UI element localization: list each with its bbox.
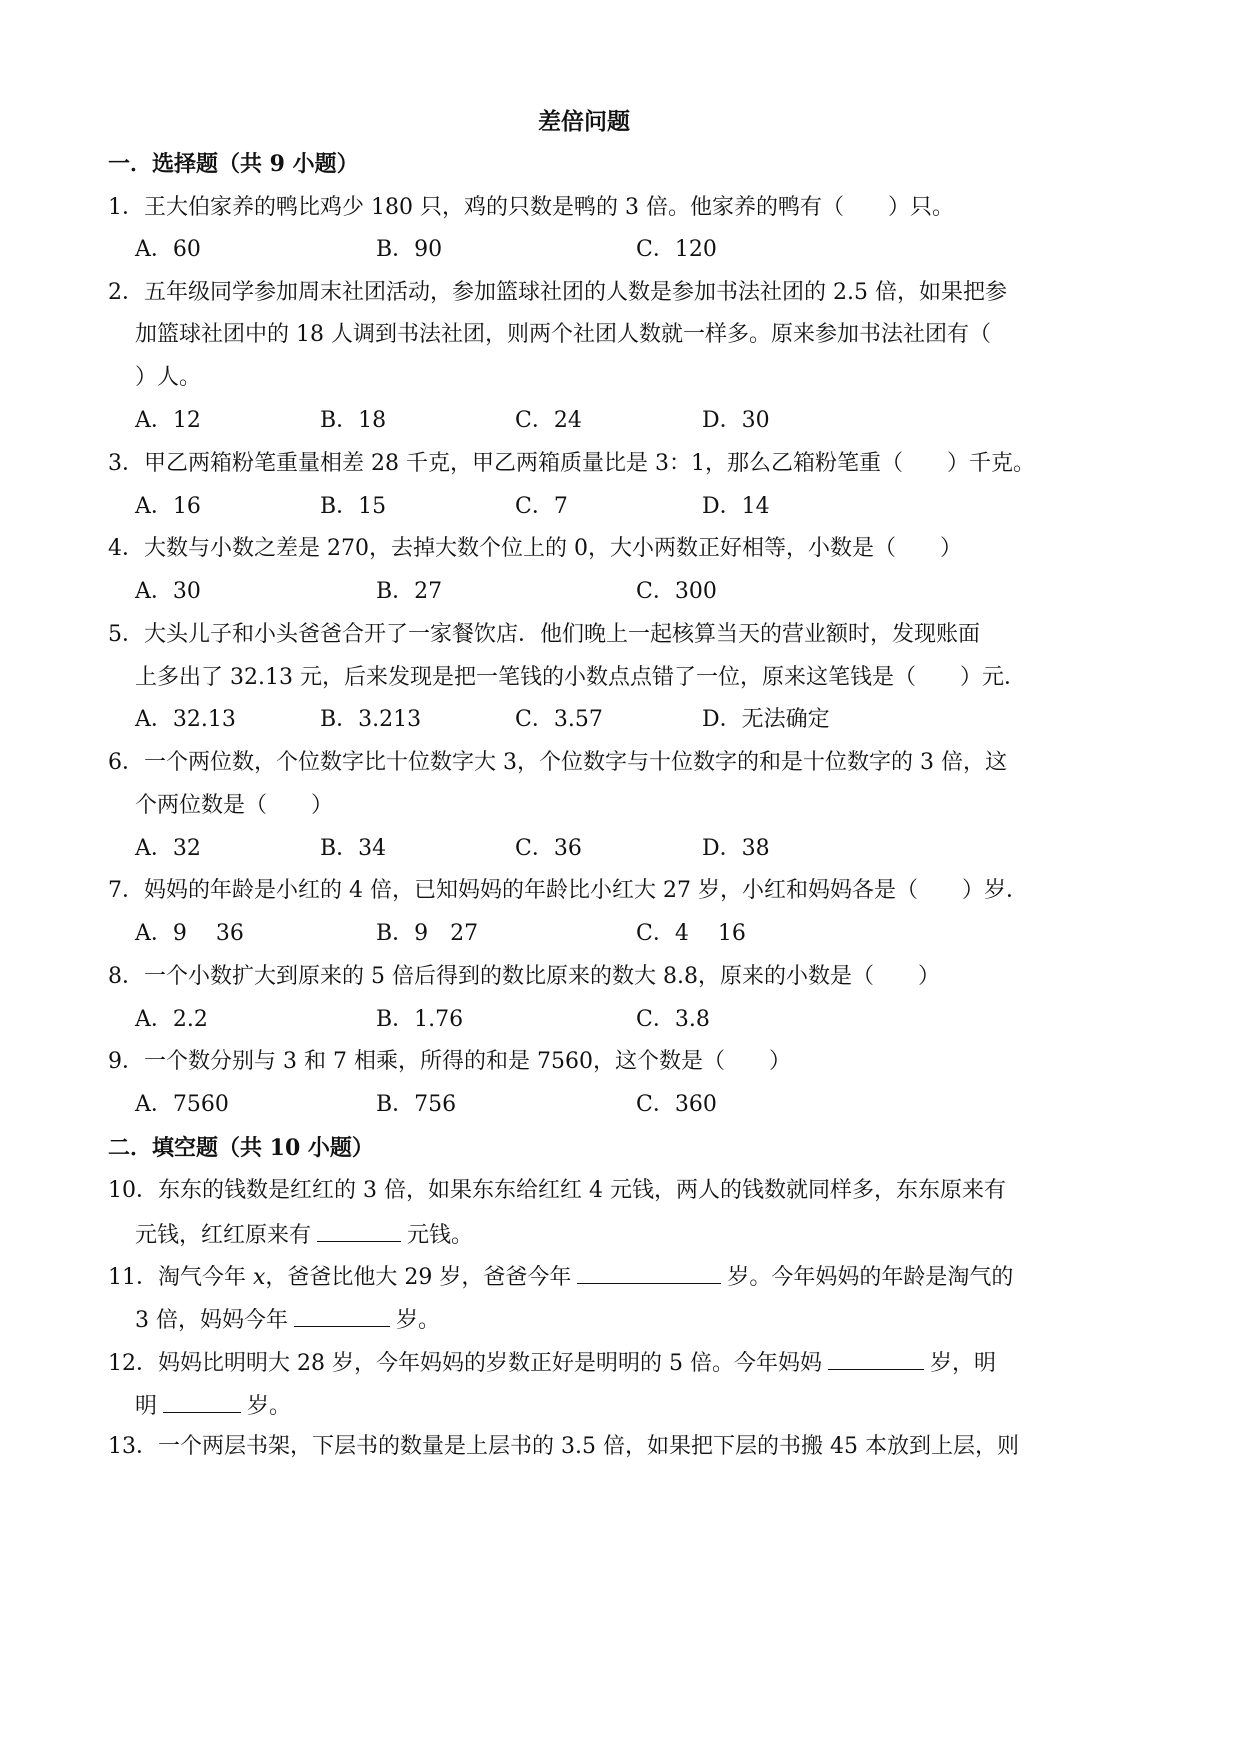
q11-text-a: 11．淘气今年 <box>108 1265 253 1290</box>
answer-blank[interactable] <box>294 1304 390 1327</box>
q4-option-b: B．27 <box>376 579 443 604</box>
q4-option-a: A．30 <box>135 579 201 604</box>
question-10-text: 10．东东的钱数是红红的 3 倍，如果东东给红红 4 元钱，两人的钱数就同样多，东东原来有 <box>108 1178 1006 1203</box>
q12-text-b: 岁，明 <box>929 1351 996 1376</box>
q10-text-b: 元钱。 <box>407 1223 474 1248</box>
q11-variable: x <box>253 1265 266 1290</box>
q5-option-b: B．3.213 <box>320 707 422 732</box>
question-12-text-cont <box>135 1390 291 1422</box>
q9-option-a: A．7560 <box>135 1092 229 1117</box>
q9-option-b: B．756 <box>376 1092 457 1117</box>
q12-text-a: 12．妈妈比明明大 28 岁，今年妈妈的岁数正好是明明的 5 倍。今年妈妈 <box>108 1351 822 1376</box>
question-10-text-cont <box>135 1219 473 1251</box>
section-heading-choice: 一．选择题（共 9 小题） <box>108 151 359 177</box>
question-11-text-cont <box>135 1304 440 1336</box>
q5-option-d: D．无法确定 <box>702 707 830 732</box>
q1-option-a: A．60 <box>135 237 201 262</box>
q6-option-d: D．38 <box>702 836 770 861</box>
question-6-text-cont: 个两位数是（ ） <box>135 793 334 818</box>
q2-option-b: B．18 <box>320 408 387 433</box>
question-2-text-cont: 加篮球社团中的 18 人调到书法社团，则两个社团人数就一样多。原来参加书法社团有（ <box>135 322 991 347</box>
question-2-text: 2．五年级同学参加周末社团活动，参加篮球社团的人数是参加书法社团的 2.5 倍，如果把参 <box>108 280 1007 305</box>
q11-text-d: 3 倍，妈妈今年 <box>135 1308 288 1333</box>
question-11-text <box>108 1261 1013 1293</box>
q1-option-c: C．120 <box>636 237 717 262</box>
q3-option-a: A．16 <box>135 494 201 519</box>
question-5-text: 5．大头儿子和小头爸爸合开了一家餐饮店．他们晚上一起核算当天的营业额时，发现账面 <box>108 622 981 647</box>
question-13-text: 13．一个两层书架，下层书的数量是上层书的 3.5 倍，如果把下层的书搬 45 本放到上层，则 <box>108 1434 1019 1459</box>
q7-option-a: A．9 36 <box>135 921 244 946</box>
answer-blank[interactable] <box>317 1219 401 1242</box>
question-1-text: 1．王大伯家养的鸭比鸡少 180 只，鸡的只数是鸭的 3 倍。他家养的鸭有（ ）只。 <box>108 195 954 220</box>
q6-option-a: A．32 <box>135 836 201 861</box>
q11-text-c: 岁。今年妈妈的年龄是淘气的 <box>727 1265 1014 1290</box>
q11-text-b: ，爸爸比他大 29 岁，爸爸今年 <box>265 1265 572 1290</box>
q8-option-b: B．1.76 <box>376 1007 464 1032</box>
q4-option-c: C．300 <box>636 579 717 604</box>
q2-option-c: C．24 <box>515 408 582 433</box>
q2-option-a: A．12 <box>135 408 201 433</box>
section-heading-fill: 二．填空题（共 10 小题） <box>108 1135 374 1161</box>
q3-option-c: C．7 <box>515 494 568 519</box>
question-9-text: 9．一个数分别与 3 和 7 相乘，所得的和是 7560，这个数是（ ） <box>108 1049 791 1074</box>
q10-text-a: 元钱，红红原来有 <box>135 1223 312 1248</box>
q12-text-d: 岁。 <box>247 1394 292 1419</box>
q5-option-c: C．3.57 <box>515 707 603 732</box>
q11-text-e: 岁。 <box>396 1308 441 1333</box>
q8-option-c: C．3.8 <box>636 1007 710 1032</box>
q8-option-a: A．2.2 <box>135 1007 208 1032</box>
question-5-text-cont: 上多出了 32.13 元，后来发现是把一笔钱的小数点点错了一位，原来这笔钱是（ ）元． <box>135 665 1026 690</box>
q7-option-c: C．4 16 <box>636 921 746 946</box>
question-8-text: 8．一个小数扩大到原来的 5 倍后得到的数比原来的数大 8.8，原来的小数是（ ） <box>108 964 940 989</box>
question-12-text <box>108 1347 996 1379</box>
question-3-text: 3．甲乙两箱粉笔重量相差 28 千克，甲乙两箱质量比是 3：1，那么乙箱粉笔重（ ）千克。 <box>108 451 1035 476</box>
question-2-text-cont: ）人。 <box>135 365 202 390</box>
q9-option-c: C．360 <box>636 1092 717 1117</box>
question-4-text: 4．大数与小数之差是 270，去掉大数个位上的 0，大小两数正好相等，小数是（ ） <box>108 536 962 561</box>
page-title: 差倍问题 <box>538 108 630 135</box>
q6-option-c: C．36 <box>515 836 582 861</box>
q12-text-c: 明 <box>135 1394 158 1419</box>
q3-option-d: D．14 <box>702 494 770 519</box>
answer-blank[interactable] <box>828 1347 924 1370</box>
q2-option-d: D．30 <box>702 408 770 433</box>
q7-option-b: B．9 27 <box>376 921 479 946</box>
question-7-text: 7．妈妈的年龄是小红的 4 倍，已知妈妈的年龄比小红大 27 岁，小红和妈妈各是（ ）岁． <box>108 878 1028 903</box>
q1-option-b: B．90 <box>376 237 443 262</box>
q6-option-b: B．34 <box>320 836 387 861</box>
q5-option-a: A．32.13 <box>135 707 236 732</box>
q3-option-b: B．15 <box>320 494 387 519</box>
answer-blank[interactable] <box>577 1261 721 1284</box>
question-6-text: 6．一个两位数，个位数字比十位数字大 3，个位数字与十位数字的和是十位数字的 3 倍，这 <box>108 750 1007 775</box>
answer-blank[interactable] <box>163 1390 241 1413</box>
